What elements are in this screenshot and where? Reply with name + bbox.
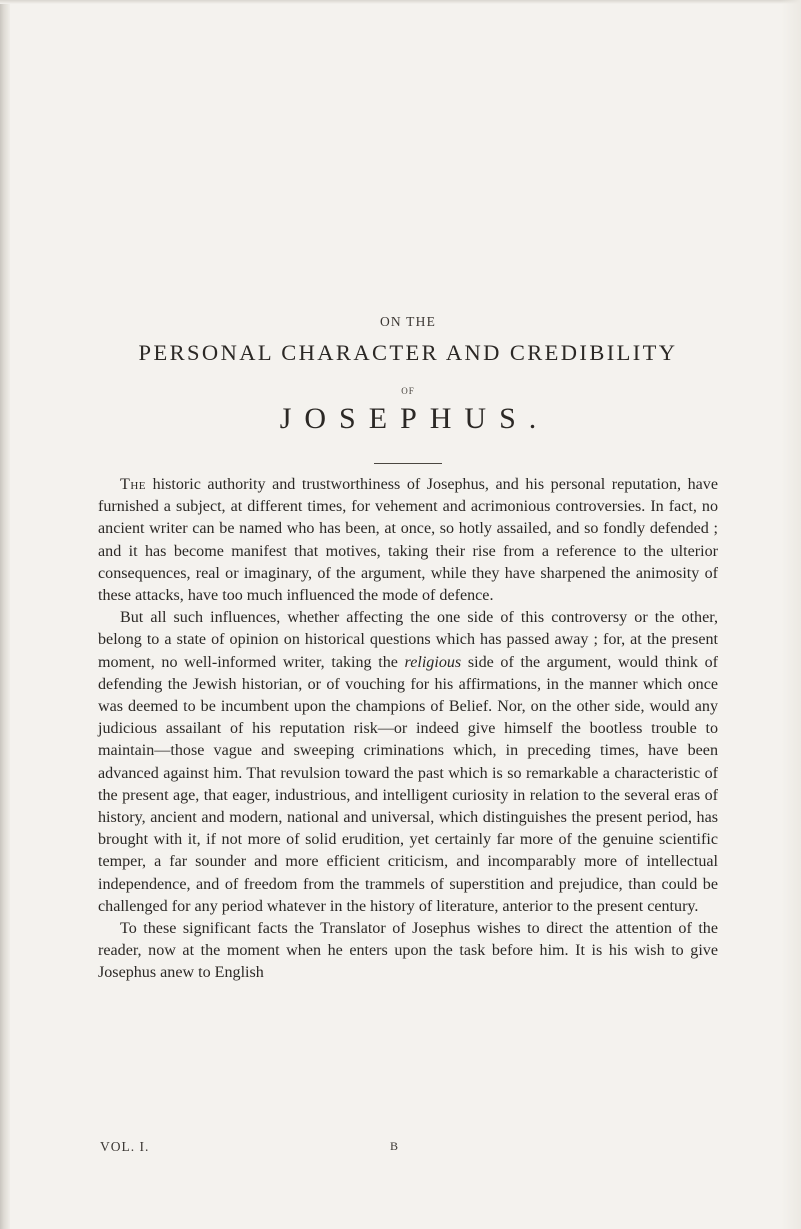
heading-prefix: ON THE [379, 314, 437, 329]
paragraph-lead-word: The [120, 476, 146, 493]
page-gutter-shadow [0, 0, 10, 1229]
chapter-title: PERSONAL CHARACTER AND CREDIBILITY [138, 340, 678, 365]
signature-mark: B [390, 1139, 400, 1153]
body-text [98, 474, 718, 985]
paragraph-3-text: To these significant facts the Translator of Josephus wishes to direct the attention of the reader, now at the moment when he enters upon the task before him. It is his wish to give Josephus anew to English [98, 920, 718, 982]
page-right-shadow [781, 0, 801, 1229]
page-footer [98, 1139, 718, 1157]
title-divider-rule [374, 463, 442, 464]
subject-name: JOSEPHUS. [279, 402, 550, 435]
paragraph-3 [98, 918, 718, 985]
paragraph-1-text: historic authority and trustworthiness of Josephus, and his personal reputation, have furnished a subject, at different times, for vehement and acrimonious controversies. In fact, no ancient writer can be named who has been, at once, so hotly assailed, and so fondly defended ; and it has become manifest that motives, taking their rise from a reference to the ulterior consequences, real or imaginary, of the argument, while they have sharpened the animosity of these attacks, have too much influenced the mode of defence. [98, 476, 718, 605]
paragraph-2-text-b: side of the argument, would think of defending the Jewish historian, or of vouching for his affirmations, in the manner which once was deemed to be incumbent upon the champions of Belief. Nor, on the other side, would any judicious assailant of his reputation risk—or indeed give himself the bootless trouble to maintain—those vague and sweeping criminations which, in preceding times, have been advanced against him. That revulsion toward the past which is so remarkable a characteristic of the present age, that eager, industrious, and intelligent curiosity in relation to the several eras of history, ancient and modern, national and universal, which distinguishes the present period, has brought with it, if not more of solid erudition, yet certainly far more of the genuine scientific temper, a far sounder and more efficient criticism, and incomparably more of intellectual independence, and of freedom from the trammels of superstition and prejudice, than could be challenged for any period whatever in the history of literature, anterior to the present century. [98, 653, 718, 915]
heading-connector: OF [401, 386, 415, 396]
paragraph-2 [98, 607, 718, 918]
italic-word: religious [404, 653, 462, 671]
page-top-edge [0, 0, 801, 4]
paragraph-1 [98, 474, 718, 607]
volume-mark: VOL. I. [100, 1139, 150, 1154]
paragraph-2-text-a: But all such influences, whether affecting the one side of this controversy or the other, belong to a state of opinion on historical questions which has passed away ; for, at the present moment, no well-informed writer, taking the [98, 609, 718, 671]
